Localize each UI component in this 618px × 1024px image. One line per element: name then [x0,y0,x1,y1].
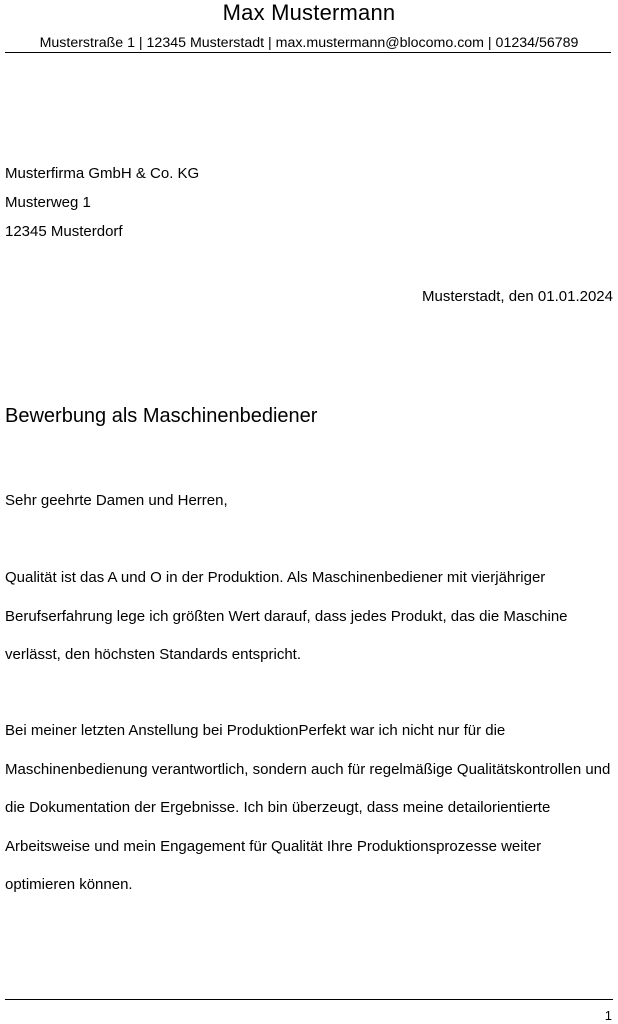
date-line: Musterstadt, den 01.01.2024 [422,288,613,305]
sender-contact-line: Musterstraße 1 | 12345 Musterstadt | max.mustermann@blocomo.com | 01234/56789 [39,35,579,51]
recipient-company: Musterfirma GmbH & Co. KG [5,165,200,182]
letter-subject: Bewerbung als Maschinenbediener [5,405,318,427]
page-number: 1 [604,1008,612,1023]
recipient-street: Musterweg 1 [5,194,91,211]
body-paragraph-1: Qualität ist das A und O in der Produktion. Als Maschinenbediener mit vierjähriger Berufserfahrung lege ich größten Wert darauf, dass jedes Produkt, das die Maschine verlässt, den höchsten Standards entspricht. [5,569,568,664]
body-paragraph-2: Bei meiner letzten Anstellung bei ProduktionPerfekt war ich nicht nur für die Maschinenbedienung verantwortlich, sondern auch für regelmäßige Qualitätskontrollen und die Dokumentation der Ergebnisse. Ich bin überzeugt, dass meine detailorientierte Arbeitsweise und mein Engagement für Qualität Ihre Produktionsprozesse weiter optimieren können. [5,722,611,894]
sender-name: Max Mustermann [222,0,396,25]
recipient-address [5,159,199,246]
header-divider [5,52,611,53]
footer-divider [5,999,613,1000]
salutation: Sehr geehrte Damen und Herren, [5,492,228,509]
recipient-city: 12345 Musterdorf [5,223,123,240]
